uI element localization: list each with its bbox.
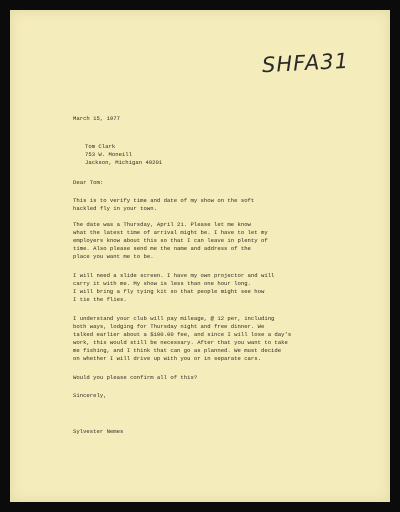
paragraph-2-line: what the latest time of arrival might be. I have to let my bbox=[73, 229, 268, 236]
paragraph-3-line: I tie the flies. bbox=[73, 296, 127, 303]
paragraph-3-line: I will need a slide screen. I have my own projector and will bbox=[73, 272, 275, 279]
closing: Sincerely, bbox=[73, 392, 107, 399]
paragraph-1-line: hackled fly in your town. bbox=[73, 205, 157, 212]
signature-name: Sylvester Nemes bbox=[73, 428, 124, 435]
paragraph-4-line: work, this would still be necessary. After that you want to take bbox=[73, 339, 288, 346]
letter-sheet bbox=[10, 10, 390, 502]
paragraph-4-line: me fishing, and I think that can go as planned. We must decide bbox=[73, 347, 282, 354]
paragraph-2-line: place you want me to be. bbox=[73, 253, 154, 260]
handwritten-archive-code: SHFA31 bbox=[261, 48, 350, 78]
paragraph-4-line: talked earlier about a $100.00 fee, and since I will lose a day's bbox=[73, 331, 292, 338]
paragraph-4-line: I understand your club will pay mileage, @ 12 per, including bbox=[73, 315, 275, 322]
paragraph-3-line: I will bring a fly tying kit so that people might see how bbox=[73, 288, 265, 295]
paragraph-2-line: employers know about this so that I can leave in plenty of bbox=[73, 237, 268, 244]
paragraph-2-line: The date was a Thursday, April 21. Please let me know bbox=[73, 221, 251, 228]
letter-date: March 15, 1977 bbox=[73, 115, 120, 122]
recipient-name: Tom Clark bbox=[85, 143, 116, 150]
salutation: Dear Tom: bbox=[73, 179, 104, 186]
recipient-city: Jackson, Michigan 49201 bbox=[85, 159, 163, 166]
paragraph-5: Would you please confirm all of this? bbox=[73, 374, 198, 381]
recipient-street: 753 W. Moneill bbox=[85, 151, 132, 158]
paragraph-4-line: on whether I will drive up with you or in separate cars. bbox=[73, 355, 261, 362]
paragraph-2-line: time. Also please send me the name and address of the bbox=[73, 245, 251, 252]
paragraph-3-line: carry it with me. My show is less than one hour long. bbox=[73, 280, 251, 287]
paragraph-1-line: This is to verify time and date of my show on the soft bbox=[73, 197, 255, 204]
paragraph-4-line: both ways, lodging for Thursday night and free dinner. We bbox=[73, 323, 265, 330]
